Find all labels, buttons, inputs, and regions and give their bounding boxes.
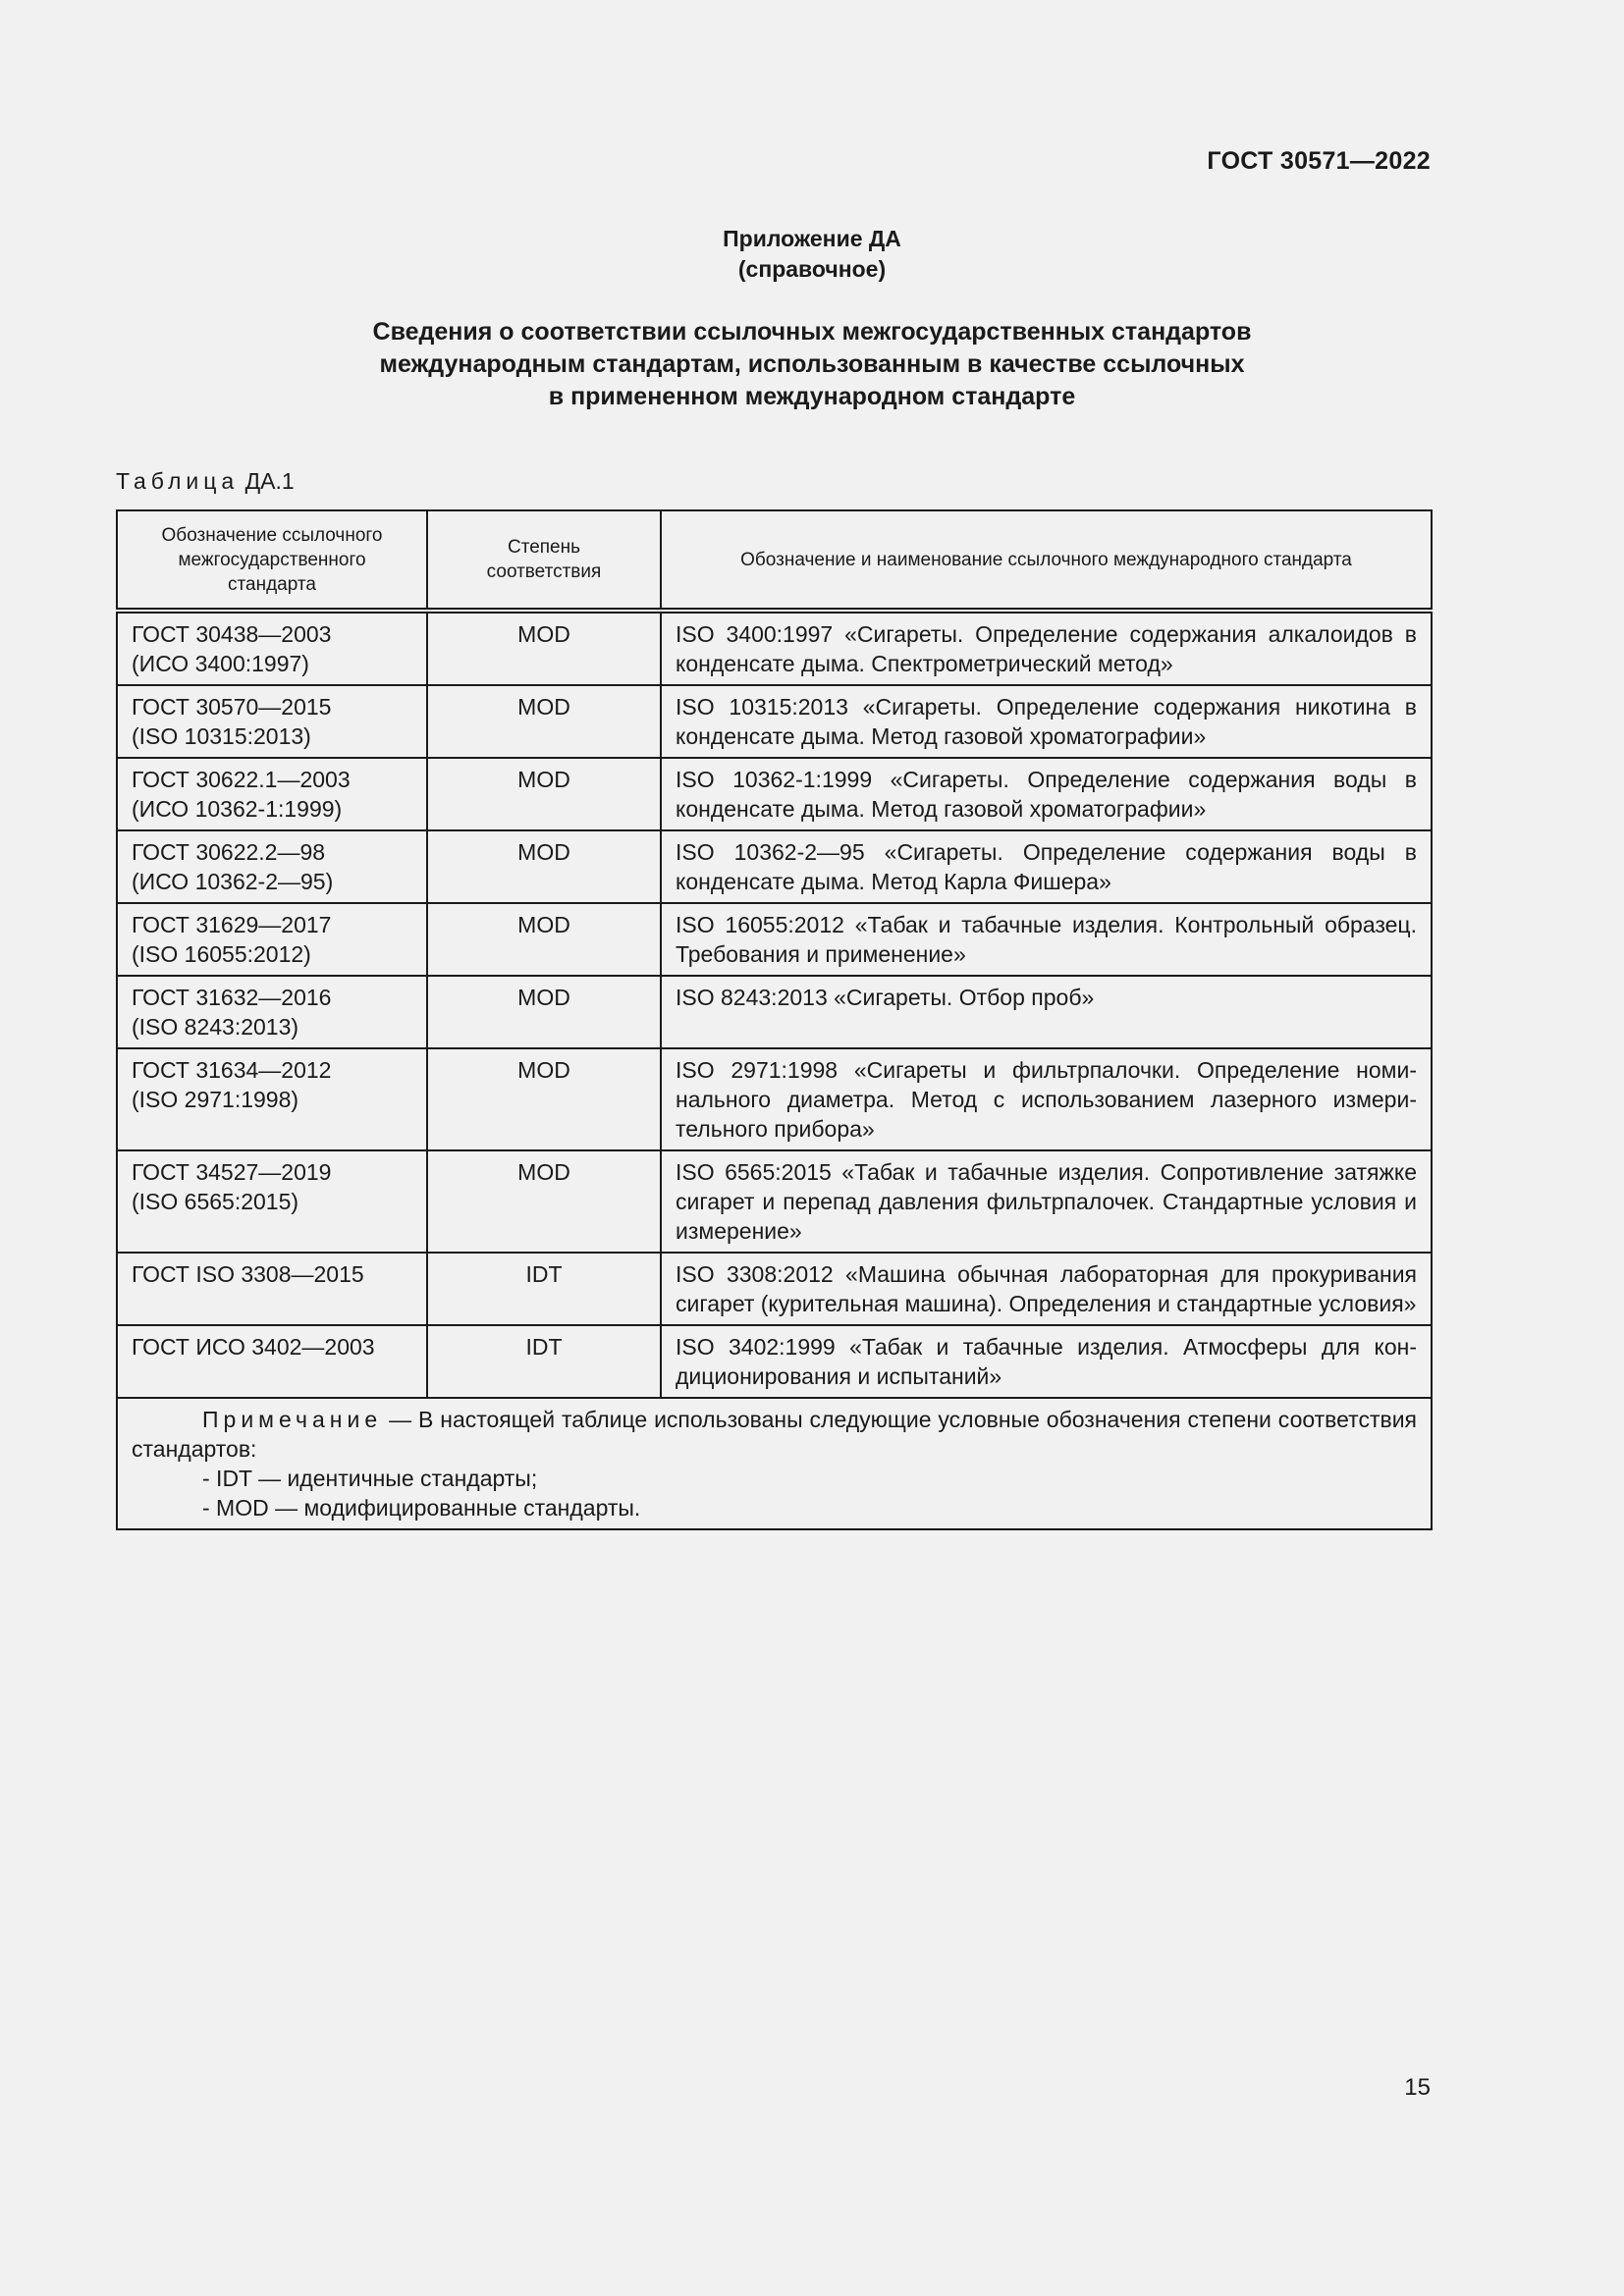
table-row [117,685,1432,758]
cell-gost: ГОСТ 34527—2019 (ISO 6565:2015) [117,1150,427,1253]
section-heading [0,316,1624,413]
cell-degree: MOD [427,903,661,976]
table-caption-number: ДА.1 [244,468,295,494]
note-label: Примечание [202,1407,383,1432]
appendix-title: Приложение ДА [723,226,901,251]
table-row [117,758,1432,830]
cell-iso: ISO 8243:2013 «Сигареты. Отбор проб» [661,976,1432,1048]
table-row [117,1325,1432,1398]
cell-gost: ГОСТ 30570—2015 (ISO 10315:2013) [117,685,427,758]
cell-degree: MOD [427,758,661,830]
cell-degree: IDT [427,1325,661,1398]
note-item: - IDT — идентичные стандарты; [202,1466,538,1491]
table-row [117,1048,1432,1150]
cell-gost: ГОСТ 31629—2017 (ISO 16055:2012) [117,903,427,976]
cell-gost: ГОСТ 30438—2003 (ИСО 3400:1997) [117,611,427,685]
cell-gost: ГОСТ 30622.1—2003 (ИСО 10362-1:1999) [117,758,427,830]
table-caption-word: Таблица [116,468,240,494]
heading-line: международным стандартам, использованным в качестве ссылочных [379,350,1245,378]
column-header-gost: Обозначение ссылочного межгосударственного стандарта [117,510,427,611]
table-row [117,1253,1432,1325]
column-header-degree: Степень соответствия [427,510,661,611]
cell-degree: IDT [427,1253,661,1325]
page-number: 15 [1404,2074,1431,2101]
cell-degree: MOD [427,830,661,903]
cell-gost: ГОСТ 30622.2—98 (ИСО 10362-2—95) [117,830,427,903]
cell-degree: MOD [427,685,661,758]
cell-iso: ISO 3402:1999 «Табак и табачные изделия. Атмосферы для кондиционирования и испытаний» [661,1325,1432,1398]
cell-iso: ISO 3400:1997 «Сигареты. Определение содержания алкалоидов в конденсате дыма. Спектрометрический метод» [661,611,1432,685]
cell-degree: MOD [427,1048,661,1150]
appendix-type: (справочное) [737,256,887,282]
cell-iso: ISO 3308:2012 «Машина обычная лабораторная для прокуривания сигарет (курительная машина). Определения и стандартные условия» [661,1253,1432,1325]
table-row [117,611,1432,685]
cell-degree: MOD [427,1150,661,1253]
cell-gost: ГОСТ 31634—2012 (ISO 2971:1998) [117,1048,427,1150]
cell-gost: ГОСТ ИСО 3402—2003 [117,1325,427,1398]
cell-degree: MOD [427,611,661,685]
table-caption [116,468,295,495]
cell-iso: ISO 10362-2—95 «Сигареты. Определение содержания воды в конденсате дыма. Метод Карла Фишера» [661,830,1432,903]
heading-line: в примененном международном стандарте [548,383,1076,410]
table-row [117,976,1432,1048]
table-row [117,903,1432,976]
cell-iso: ISO 6565:2015 «Табак и табачные изделия. Сопротивление затяжке сигарет и перепад давления фильтрпалочек. Стандартные условия и измерение» [661,1150,1432,1253]
document-code: ГОСТ 30571—2022 [1207,147,1431,175]
table-row [117,830,1432,903]
cell-iso: ISO 10315:2013 «Сигареты. Определение содержания никотина в конденсате дыма. Метод газовой хроматографии» [661,685,1432,758]
standards-table [116,509,1433,1530]
cell-degree: MOD [427,976,661,1048]
cell-iso: ISO 2971:1998 «Сигареты и фильтрпалочки. Определение номинального диаметра. Метод с использованием лазерного измерительного прибора» [661,1048,1432,1150]
appendix-header [0,224,1624,285]
table-note [117,1398,1432,1529]
table-row [117,1150,1432,1253]
column-header-iso: Обозначение и наименование ссылочного международного стандарта [661,510,1432,611]
note-body: — В настоящей таблице использованы следующие условные обозначения степени соответствия стандартов: [132,1407,1417,1462]
cell-iso: ISO 16055:2012 «Табак и табачные изделия. Контрольный образец. Требования и применение» [661,903,1432,976]
heading-line: Сведения о соответствии ссылочных межгосударственных стандартов [372,318,1252,346]
table-header-row [117,510,1432,611]
table-note-row [117,1398,1432,1529]
note-text [132,1405,1417,1464]
cell-gost: ГОСТ 31632—2016 (ISO 8243:2013) [117,976,427,1048]
cell-iso: ISO 10362-1:1999 «Сигареты. Определение содержания воды в конденсате дыма. Метод газовой хроматографии» [661,758,1432,830]
note-item: - MOD — модифицированные стандарты. [202,1495,641,1521]
cell-gost: ГОСТ ISO 3308—2015 [117,1253,427,1325]
